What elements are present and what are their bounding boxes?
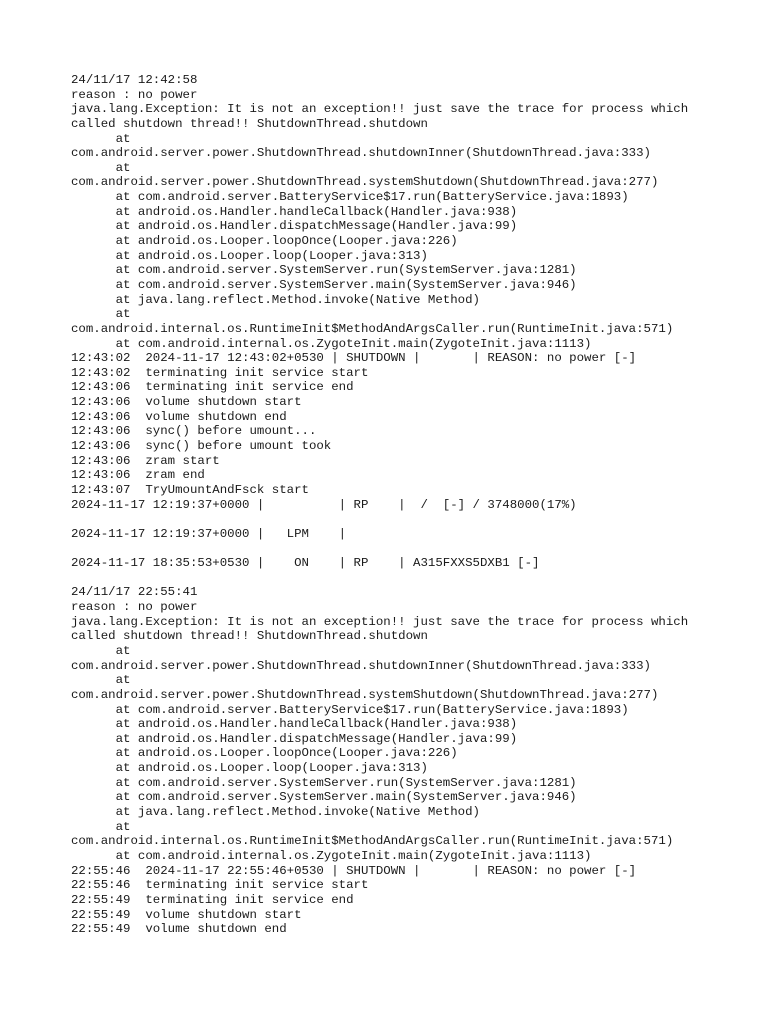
log-line: 2024-11-17 12:19:37+0000 | | RP | / [-] / 3748000(17%) xyxy=(71,497,577,512)
log-line: com.android.internal.os.RuntimeInit$MethodAndArgsCaller.run(RuntimeInit.java:571) xyxy=(71,834,674,849)
log-line: 12:43:06 terminating init service end xyxy=(71,380,354,395)
log-line: at android.os.Handler.handleCallback(Handler.java:938) xyxy=(71,717,518,732)
log-line: at android.os.Looper.loopOnce(Looper.java:226) xyxy=(71,746,458,761)
log-line: at xyxy=(71,131,131,146)
log-line: 2024-11-17 12:19:37+0000 | LPM | xyxy=(71,526,347,541)
log-line: 12:43:07 TryUmountAndFsck start xyxy=(71,482,309,497)
log-line: 12:43:06 zram start xyxy=(71,453,220,468)
log-line: at android.os.Handler.handleCallback(Handler.java:938) xyxy=(71,204,518,219)
log-line: at xyxy=(71,160,131,175)
log-line: 12:43:06 zram end xyxy=(71,468,205,483)
log-line: at com.android.server.SystemServer.main(SystemServer.java:946) xyxy=(71,277,577,292)
log-line: 12:43:02 2024-11-17 12:43:02+0530 | SHUTDOWN | | REASON: no power [-] xyxy=(71,351,637,366)
log-line: 22:55:46 2024-11-17 22:55:46+0530 | SHUTDOWN | | REASON: no power [-] xyxy=(71,863,637,878)
log-line: called shutdown thread!! ShutdownThread.shutdown xyxy=(71,629,428,644)
log-line: reason : no power xyxy=(71,87,198,102)
log-line: 12:43:06 volume shutdown start xyxy=(71,395,302,410)
log-line: at xyxy=(71,307,131,322)
log-line: at xyxy=(71,819,131,834)
log-line: called shutdown thread!! ShutdownThread.shutdown xyxy=(71,116,428,131)
log-line: com.android.internal.os.RuntimeInit$MethodAndArgsCaller.run(RuntimeInit.java:571) xyxy=(71,321,674,336)
log-line: 22:55:49 terminating init service end xyxy=(71,892,354,907)
log-line: at com.android.server.SystemServer.main(SystemServer.java:946) xyxy=(71,790,577,805)
log-line: at android.os.Handler.dispatchMessage(Handler.java:99) xyxy=(71,731,518,746)
log-line: reason : no power xyxy=(71,600,198,615)
log-document xyxy=(71,73,761,937)
log-line: at android.os.Handler.dispatchMessage(Handler.java:99) xyxy=(71,219,518,234)
log-line xyxy=(71,542,761,557)
log-line: 24/11/17 12:42:58 xyxy=(71,73,198,87)
log-line: at android.os.Looper.loop(Looper.java:313) xyxy=(71,761,428,776)
log-line: 2024-11-17 18:35:53+0530 | ON | RP | A315FXXS5DXB1 [-] xyxy=(71,556,540,571)
log-line: at java.lang.reflect.Method.invoke(Native Method) xyxy=(71,292,480,307)
log-line: 12:43:06 volume shutdown end xyxy=(71,409,287,424)
log-line: at java.lang.reflect.Method.invoke(Native Method) xyxy=(71,805,480,820)
log-line: com.android.server.power.ShutdownThread.shutdownInner(ShutdownThread.java:333) xyxy=(71,146,651,161)
log-line: at com.android.server.SystemServer.run(SystemServer.java:1281) xyxy=(71,263,577,278)
log-line: 22:55:49 volume shutdown start xyxy=(71,907,302,922)
log-line: at com.android.server.SystemServer.run(SystemServer.java:1281) xyxy=(71,775,577,790)
log-line: 12:43:06 sync() before umount... xyxy=(71,424,317,439)
log-line: com.android.server.power.ShutdownThread.systemShutdown(ShutdownThread.java:277) xyxy=(71,687,659,702)
log-line: at xyxy=(71,673,131,688)
log-line: at xyxy=(71,643,131,658)
log-line: 22:55:46 terminating init service start xyxy=(71,878,369,893)
log-line: at com.android.server.BatteryService$17.run(BatteryService.java:1893) xyxy=(71,702,629,717)
log-line xyxy=(71,512,761,527)
log-line: at com.android.internal.os.ZygoteInit.main(ZygoteInit.java:1113) xyxy=(71,336,592,351)
log-line: java.lang.Exception: It is not an exception!! just save the trace for process which xyxy=(71,102,689,117)
log-line: at android.os.Looper.loop(Looper.java:313) xyxy=(71,248,428,263)
log-line: 12:43:02 terminating init service start xyxy=(71,365,369,380)
log-line xyxy=(71,571,761,586)
log-line: 24/11/17 22:55:41 xyxy=(71,585,198,600)
log-line: com.android.server.power.ShutdownThread.systemShutdown(ShutdownThread.java:277) xyxy=(71,175,659,190)
log-line: at android.os.Looper.loopOnce(Looper.java:226) xyxy=(71,234,458,249)
log-line: com.android.server.power.ShutdownThread.shutdownInner(ShutdownThread.java:333) xyxy=(71,658,651,673)
log-line: at com.android.server.BatteryService$17.run(BatteryService.java:1893) xyxy=(71,190,629,205)
log-line: 12:43:06 sync() before umount took xyxy=(71,439,332,454)
log-line: 22:55:49 volume shutdown end xyxy=(71,922,287,937)
log-line: at com.android.internal.os.ZygoteInit.main(ZygoteInit.java:1113) xyxy=(71,848,592,863)
log-line: java.lang.Exception: It is not an exception!! just save the trace for process which xyxy=(71,614,689,629)
